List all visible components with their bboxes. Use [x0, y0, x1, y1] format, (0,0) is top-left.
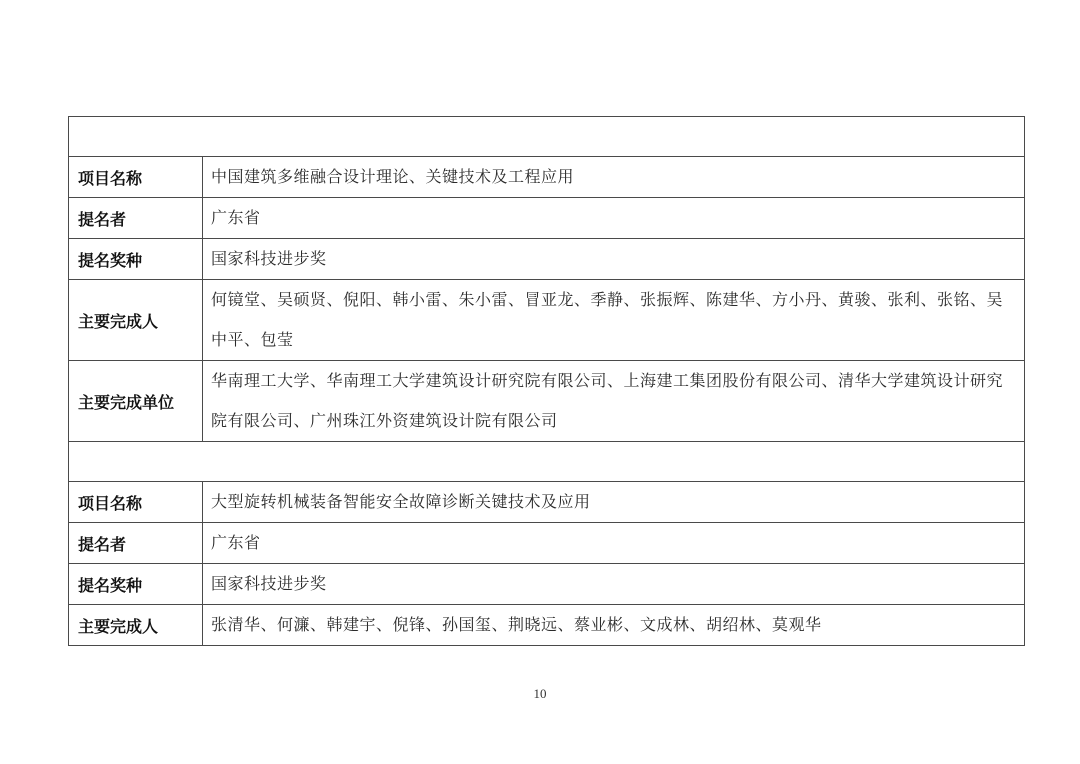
main-units-label: 主要完成单位 — [69, 361, 203, 442]
table-row — [69, 280, 1025, 361]
table-row — [69, 239, 1025, 280]
table-row — [69, 482, 1025, 523]
table-row — [69, 564, 1025, 605]
project-name-label: 项目名称 — [69, 482, 203, 523]
main-contributors-label: 主要完成人 — [69, 605, 203, 646]
award-type-label: 提名奖种 — [69, 564, 203, 605]
main-contributors-value: 张清华、何濂、韩建宇、倪锋、孙国玺、荆晓远、蔡业彬、文成林、胡绍林、莫观华 — [203, 605, 1025, 646]
project-name-value: 大型旋转机械装备智能安全故障诊断关键技术及应用 — [203, 482, 1025, 523]
table-row — [69, 361, 1025, 442]
award-type-label: 提名奖种 — [69, 239, 203, 280]
blank-separator-row — [69, 117, 1025, 157]
table-row — [69, 198, 1025, 239]
main-contributors-label: 主要完成人 — [69, 280, 203, 361]
table-row — [69, 157, 1025, 198]
nominator-label: 提名者 — [69, 198, 203, 239]
blank-separator-row — [69, 442, 1025, 482]
project-name-value: 中国建筑多维融合设计理论、关键技术及工程应用 — [203, 157, 1025, 198]
main-units-value: 华南理工大学、华南理工大学建筑设计研究院有限公司、上海建工集团股份有限公司、清华大学建筑设计研究院有限公司、广州珠江外资建筑设计院有限公司 — [203, 361, 1025, 442]
table-row — [69, 523, 1025, 564]
project-table — [68, 116, 1025, 646]
main-contributors-value: 何镜堂、吴硕贤、倪阳、韩小雷、朱小雷、冒亚龙、季静、张振辉、陈建华、方小丹、黄骏、张利、张铭、吴中平、包莹 — [203, 280, 1025, 361]
nominator-label: 提名者 — [69, 523, 203, 564]
page-number: 10 — [533, 686, 547, 701]
award-type-value: 国家科技进步奖 — [203, 239, 1025, 280]
award-type-value: 国家科技进步奖 — [203, 564, 1025, 605]
table-row — [69, 605, 1025, 646]
nominator-value: 广东省 — [203, 198, 1025, 239]
nominator-value: 广东省 — [203, 523, 1025, 564]
project-name-label: 项目名称 — [69, 157, 203, 198]
